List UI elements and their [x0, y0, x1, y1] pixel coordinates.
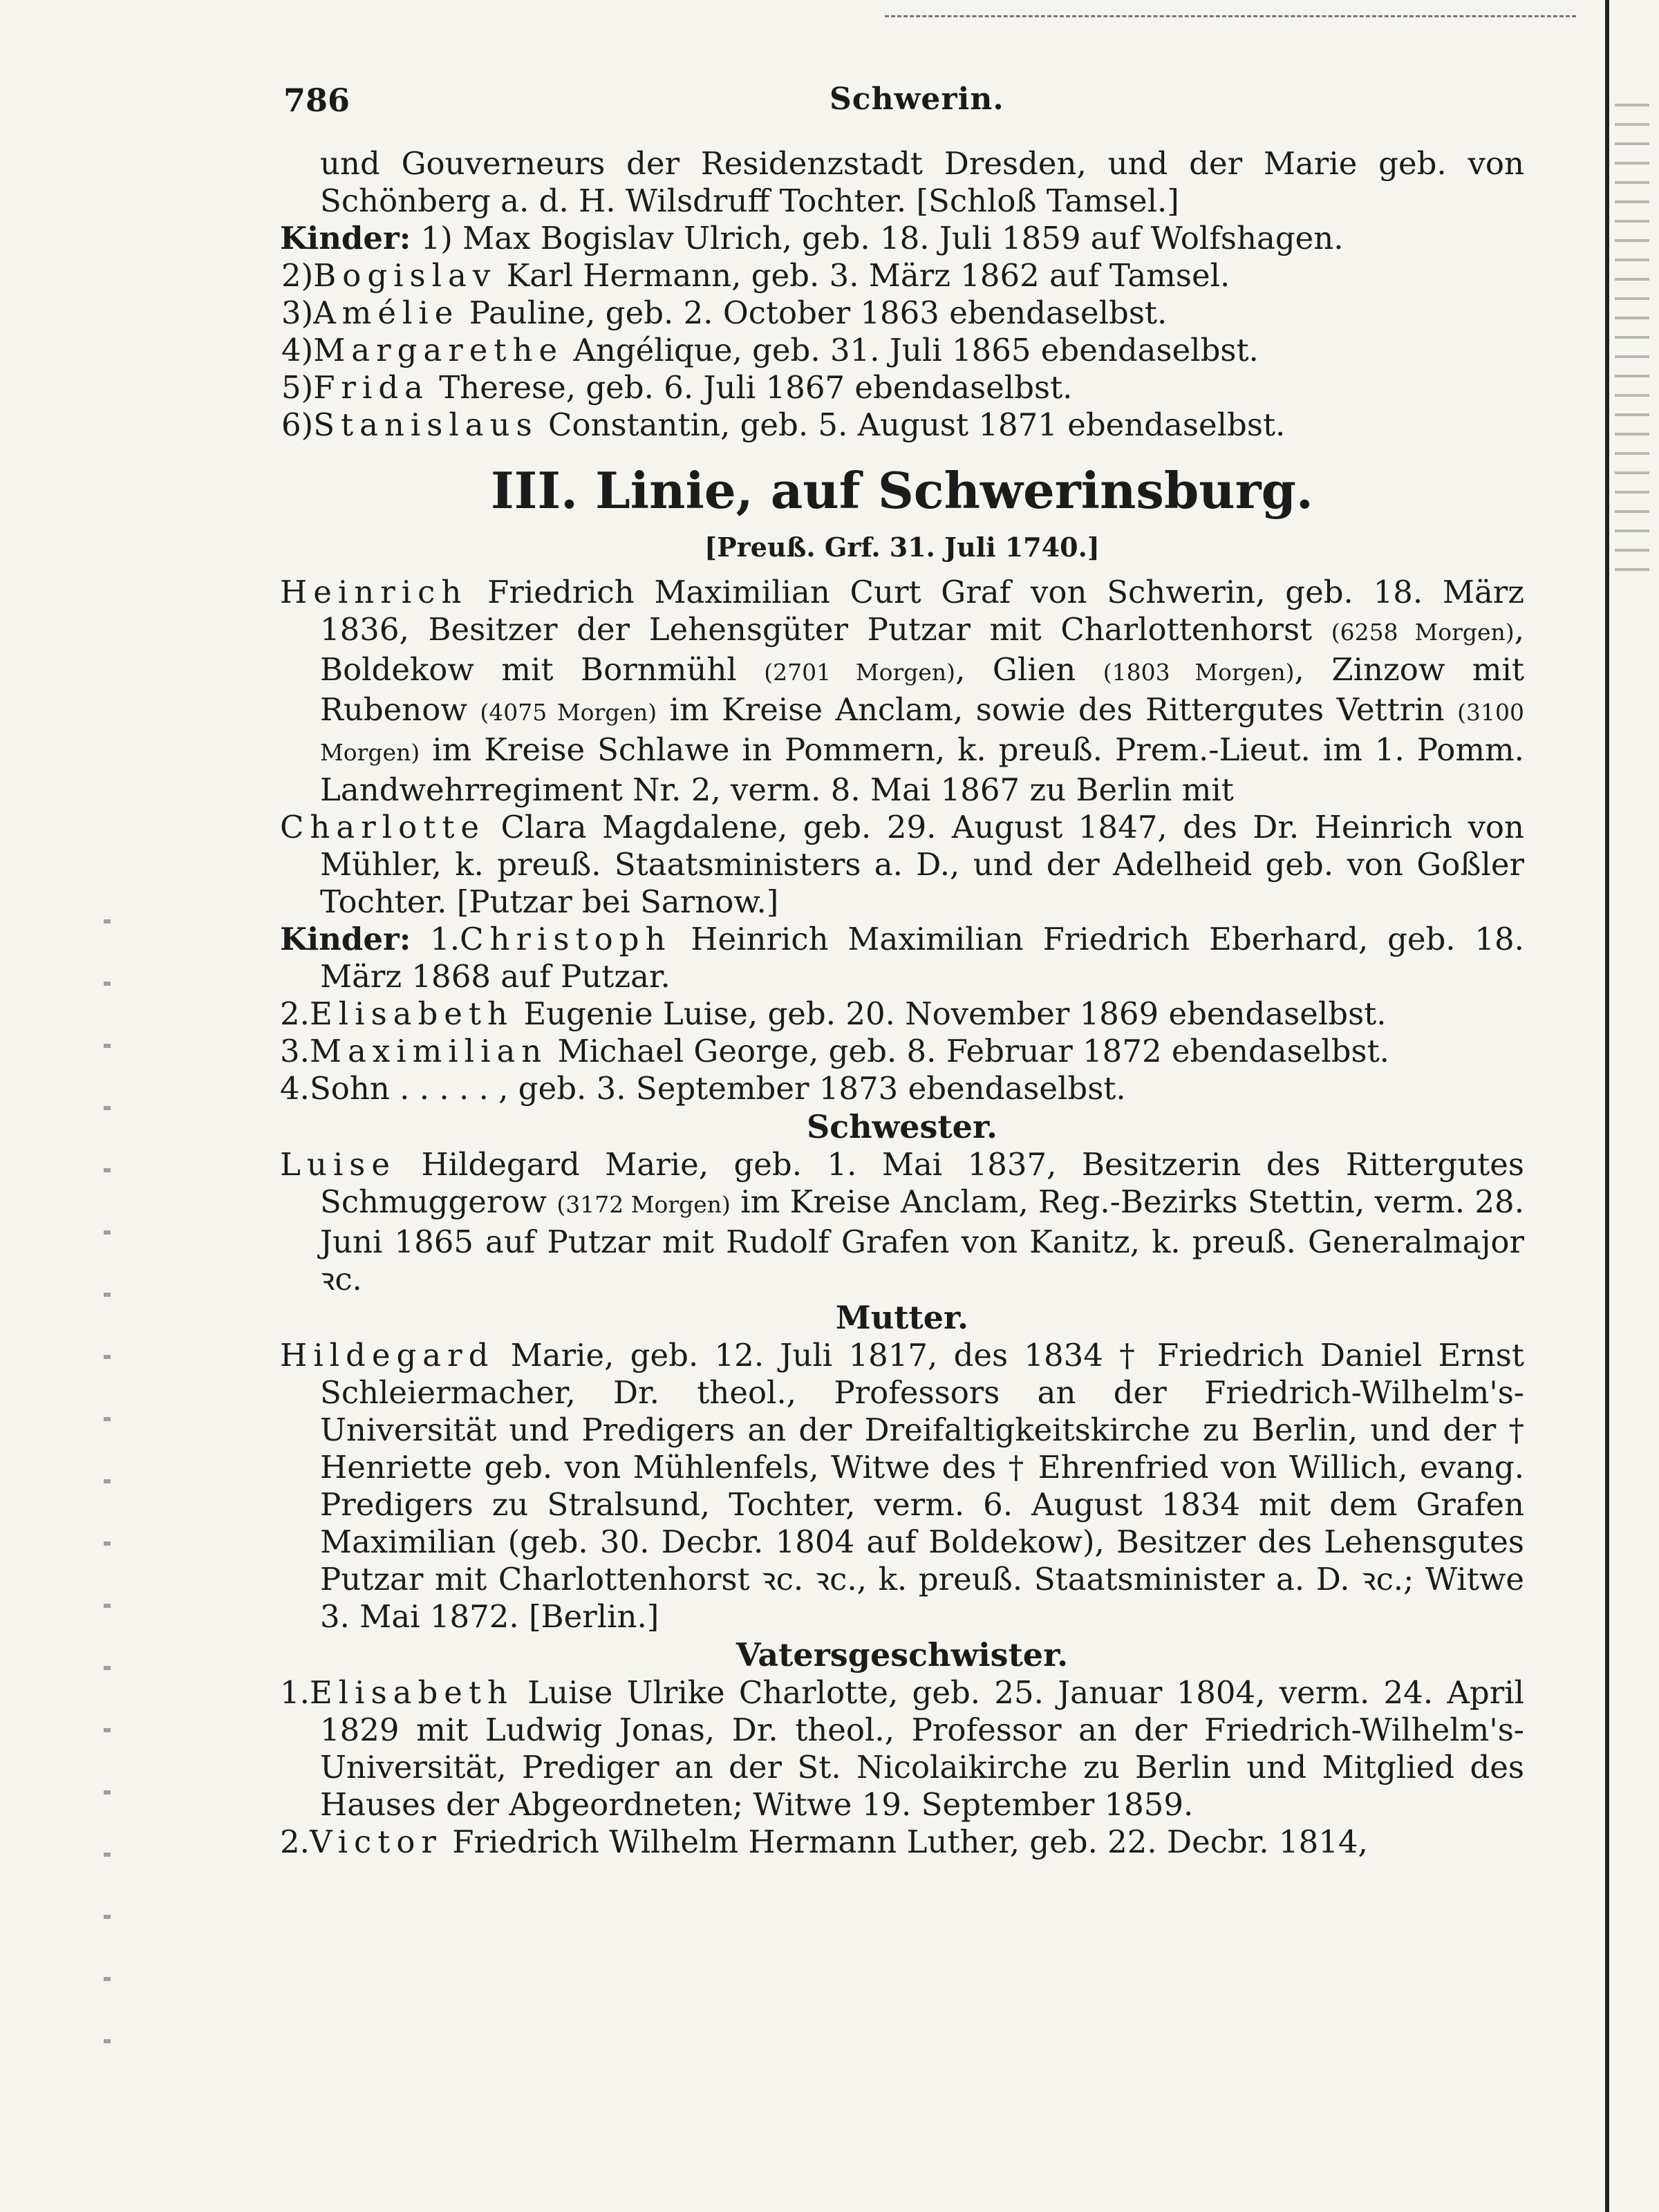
section-subtitle: [Preuß. Grf. 31. Juli 1740.]	[704, 532, 1100, 563]
uncle-aunt-2: 2.Victor Friedrich Wilhelm Hermann Luther, geb. 22. Decbr. 1814,	[280, 1824, 1368, 1860]
child-3-b: 3.Maximilian Michael George, geb. 8. Februar 1872 ebendaselbst.	[280, 1033, 1389, 1069]
mutter-entry: Hildegard Marie, geb. 12. Juli 1817, des 1834 † Friedrich Daniel Ernst Schleiermacher, Dr. theol., Professors an der Friedrich-Wilhelm's-Universität und Predigers an der Dreifaltigkeitskirche zu Berlin, und der † Henriette geb. von Mühlenfels, Witwe des † Ehrenfried von Willich, evang. Predigers zu Stralsund, Tochter, verm. 6. August 1834 mit dem Grafen Maximilian (geb. 30. Decbr. 1804 auf Boldekow), Besitzer des Lehensgutes Putzar mit Charlottenhorst ꝛc. ꝛc., k. preuß. Staatsminister a. D. ꝛc.; Witwe 3. Mai 1872. [Berlin.]	[280, 1337, 1524, 1635]
child-4-b: 4.Sohn . . . . . , geb. 3. September 1873 ebendaselbst.	[280, 1070, 1126, 1107]
children-entry-1	[280, 220, 1524, 257]
margin-specks	[104, 919, 111, 2060]
bleed-through-marks	[1615, 104, 1649, 588]
running-head	[283, 82, 1528, 130]
child-4: 4)Margarethe Angélique, geb. 31. Juli 1865 ebendaselbst.	[281, 332, 1259, 368]
mutter-heading: Mutter.	[835, 1299, 969, 1336]
child-3: 3)Amélie Pauline, geb. 2. October 1863 ebendaselbst.	[281, 294, 1168, 331]
vatersgeschwister-heading: Vatersgeschwister.	[735, 1636, 1069, 1674]
schwester-entry: Luise Hildegard Marie, geb. 1. Mai 1837, Besitzerin des Rittergutes Schmuggerow (3172 Morgen) im Kreise Anclam, Reg.-Bezirks Stettin, verm. 28. Juni 1865 auf Putzar mit Rudolf Grafen von Kanitz, k. preuß. Generalmajor ꝛc.	[280, 1146, 1524, 1297]
child-2-b: 2.Elisabeth Eugenie Luise, geb. 20. November 1869 ebendaselbst.	[280, 995, 1387, 1032]
spouse-entry: Charlotte Clara Magdalene, geb. 29. August 1847, des Dr. Heinrich von Mühler, k. preuß. Staatsministers a. D., und der Adelheid geb. von Goßler Tochter. [Putzar bei Sarnow.]	[280, 809, 1524, 920]
page-gutter-edge	[1605, 0, 1609, 2212]
schwester-heading: Schwester.	[807, 1108, 997, 1145]
continued-paragraph: und Gouverneurs der Residenzstadt Dresden, und der Marie geb. von Schönberg a. d. H. Wilsdruff Tochter. [Schloß Tamsel.]	[320, 145, 1524, 219]
section-title: III. Linie, auf Schwerinsburg.	[490, 461, 1313, 520]
child-2: 2)Bogislav Karl Hermann, geb. 3. März 1862 auf Tamsel.	[281, 257, 1230, 294]
child-6: 6)Stanislaus Constantin, geb. 5. August 1871 ebendaselbst.	[281, 406, 1286, 443]
child-5: 5)Frida Therese, geb. 6. Juli 1867 ebendaselbst.	[281, 369, 1073, 406]
child-1: 1) Max Bogislav Ulrich, geb. 18. Juli 1859 auf Wolfshagen.	[420, 220, 1344, 256]
page-number: 786	[283, 82, 350, 119]
head-of-line-entry: Heinrich Friedrich Maximilian Curt Graf von Schwerin, geb. 18. März 1836, Besitzer der Lehensgüter Putzar mit Charlottenhorst (6258 Morgen), Boldekow mit Bornmühl (2701 Morgen), Glien (1803 Morgen), Zinzow mit Rubenow (4075 Morgen) im Kreise Anclam, sowie des Rittergutes Vettrin (3100 Morgen) im Kreise Schlawe in Pommern, k. preuß. Prem.-Lieut. im 1. Pomm. Landwehrregiment Nr. 2, verm. 8. Mai 1867 zu Berlin mit	[280, 574, 1525, 808]
children-entry-2: Kinder: 1.Christoph Heinrich Maximilian Friedrich Eberhard, geb. 18. März 1868 auf Putzar.	[280, 921, 1524, 995]
running-title: Schwerin.	[830, 82, 1004, 117]
uncle-aunt-1: 1.Elisabeth Luise Ulrike Charlotte, geb. 25. Januar 1804, verm. 24. April 1829 mit Ludwig Jonas, Dr. theol., Professor an der Friedrich-Wilhelm's-Universität, Prediger an der St. Nicolaikirche zu Berlin und Mitglied des Hauses der Abgeordneten; Witwe 19. September 1859.	[280, 1674, 1524, 1823]
kinder-label: Kinder:	[280, 220, 411, 256]
top-edge-rule	[885, 15, 1576, 17]
body-text	[280, 145, 1524, 1861]
